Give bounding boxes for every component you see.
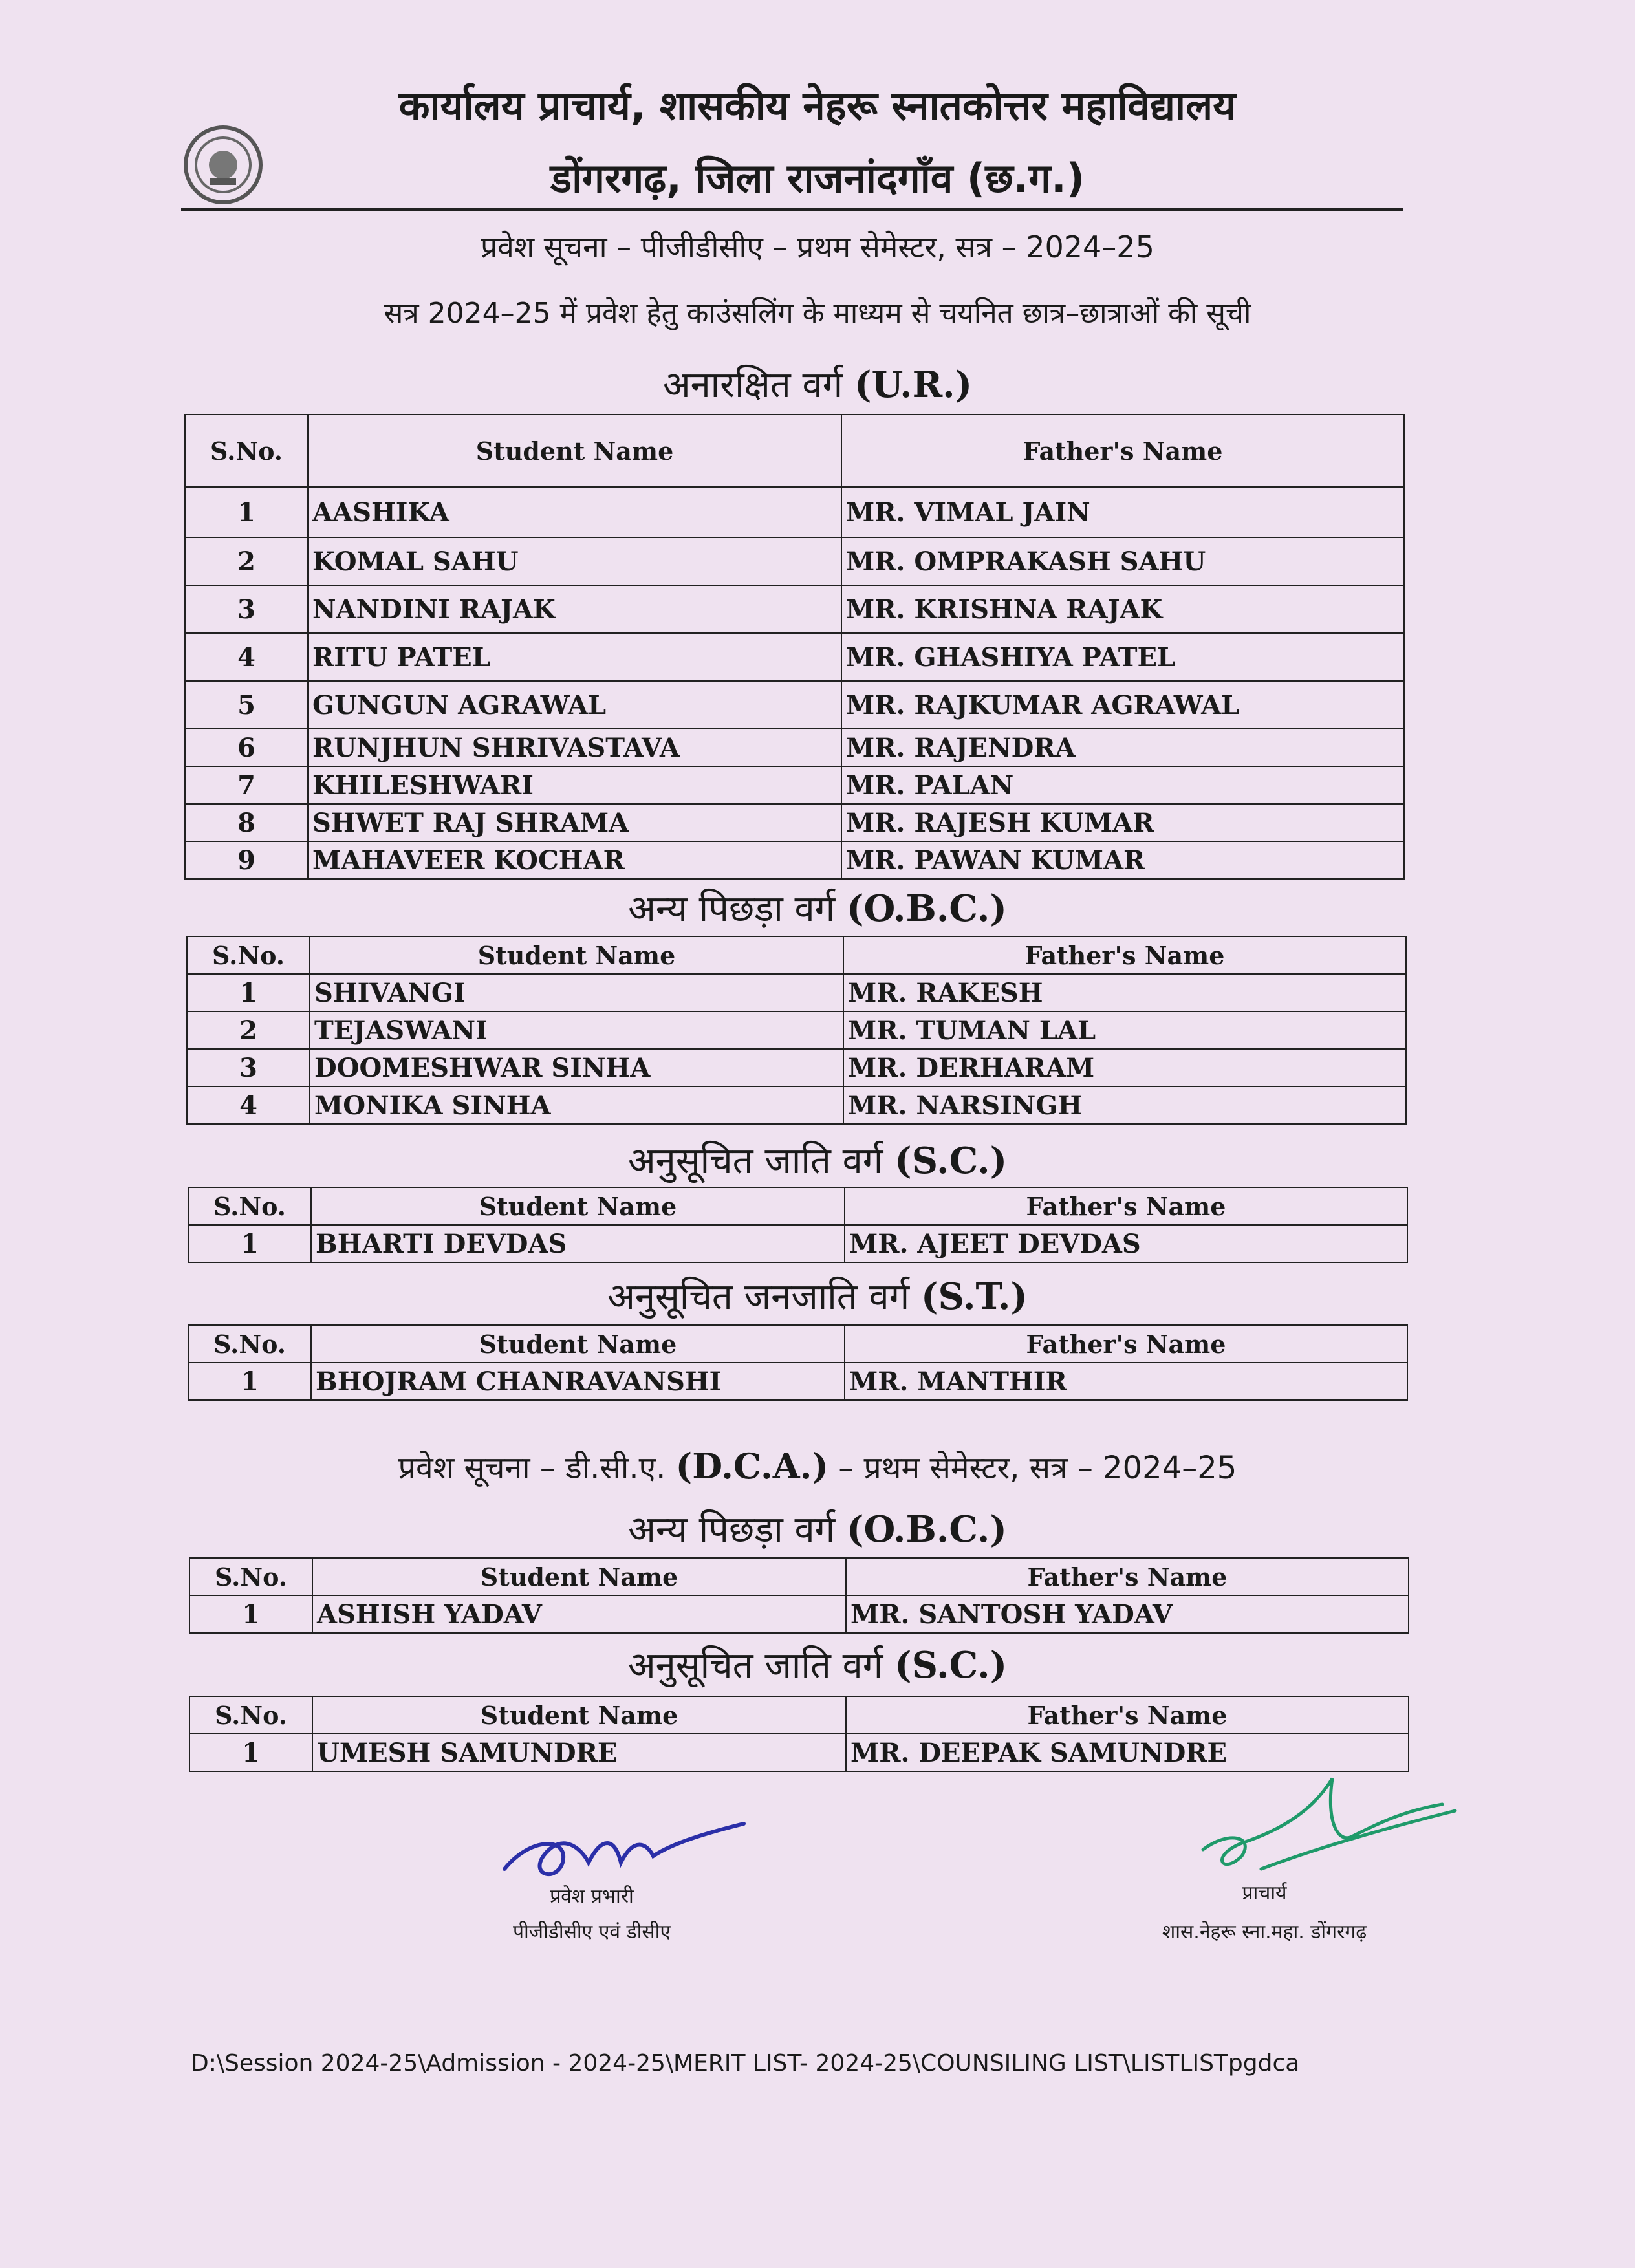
col-header-sno: S.No. (185, 415, 308, 487)
cell-father-name: MR. AJEET DEVDAS (845, 1225, 1407, 1262)
cell-father-name: MR. MANTHIR (845, 1363, 1407, 1400)
signature-left-subtitle: पीजीडीसीए एवं डीसीए (512, 1921, 671, 1943)
cell-sno: 2 (187, 1011, 310, 1049)
category-heading-sc (0, 1135, 1635, 1184)
table-row (189, 1734, 1409, 1771)
cell-student-name: SHIVANGI (310, 974, 843, 1011)
table-row (188, 1363, 1407, 1400)
cell-sno: 8 (185, 804, 308, 841)
cell-sno: 1 (185, 487, 308, 537)
cell-father-name: MR. RAJENDRA (841, 729, 1404, 766)
table-row (185, 729, 1404, 766)
category-heading-code: (O.B.C.) (847, 1508, 1007, 1551)
table-row (185, 804, 1404, 841)
signature-right-subtitle: शास.नेहरू स्ना.महा. डोंगरगढ़ (1162, 1921, 1367, 1943)
cell-student-name: MONIKA SINHA (310, 1086, 843, 1124)
category-heading-dca-obc (0, 1504, 1635, 1553)
cell-father-name: MR. DEEPAK SAMUNDRE (846, 1734, 1409, 1771)
file-path-footer: D:\Session 2024-25\Admission - 2024-25\MERIT LIST- 2024-25\COUNSILING LIST\LISTLISTpgdca (191, 2050, 1300, 2077)
category-heading-text: अनुसूचित जनजाति वर्ग (607, 1276, 910, 1318)
column-header: S.No. (188, 1325, 311, 1363)
cell-student-name: DOOMESHWAR SINHA (310, 1049, 843, 1086)
cell-father-name: MR. PAWAN KUMAR (841, 841, 1404, 879)
cell-father-name: MR. KRISHNA RAJAK (841, 585, 1404, 633)
table-row (185, 537, 1404, 585)
office-location: डोंगरगढ़, जिला राजनांदगाँव (छ.ग.) (550, 155, 1085, 202)
column-header: Student Name (311, 1325, 845, 1363)
table-row (185, 487, 1404, 537)
notice-title-dca: प्रवेश सूचना – डी.सी.ए. (D.C.A.) – प्रथम सेमेस्टर, सत्र – 2024–25 (398, 1445, 1237, 1487)
category-heading-code: (S.C.) (894, 1644, 1008, 1687)
signature-right-title: प्राचार्य (1242, 1882, 1287, 1905)
category-heading-code: (O.B.C.) (847, 887, 1007, 930)
cell-sno: 4 (187, 1086, 310, 1124)
col-header-student: Student Name (308, 415, 841, 487)
column-header: Father's Name (845, 1187, 1407, 1225)
column-header: Father's Name (843, 936, 1406, 974)
cell-student-name: SHWET RAJ SHRAMA (308, 804, 841, 841)
cell-student-name: TEJASWANI (310, 1011, 843, 1049)
table-dca-obc (189, 1557, 1409, 1634)
cell-sno: 5 (185, 681, 308, 729)
cell-father-name: MR. DERHARAM (843, 1049, 1406, 1086)
cell-father-name: MR. PALAN (841, 766, 1404, 804)
category-heading-code: (U.R.) (854, 363, 973, 406)
cell-student-name: UMESH SAMUNDRE (312, 1734, 846, 1771)
category-heading-code: (S.C.) (894, 1139, 1008, 1182)
header-divider (181, 208, 1403, 211)
table-row (187, 1011, 1406, 1049)
category-heading-text: अन्य पिछड़ा वर्ग (628, 888, 836, 930)
column-header: S.No. (187, 936, 310, 974)
table-obc (186, 936, 1407, 1125)
notice-subtitle: सत्र 2024–25 में प्रवेश हेतु काउंसलिंग के माध्यम से चयनित छात्र–छात्राओं की सूची (384, 297, 1251, 330)
cell-sno: 2 (185, 537, 308, 585)
cell-sno: 1 (188, 1363, 311, 1400)
cell-father-name: MR. VIMAL JAIN (841, 487, 1404, 537)
column-header: Father's Name (846, 1558, 1409, 1595)
table-header-row (189, 1558, 1409, 1595)
table-header-row (189, 1696, 1409, 1734)
column-header: Student Name (312, 1558, 846, 1595)
table-row (185, 766, 1404, 804)
cell-sno: 1 (189, 1595, 312, 1633)
cell-student-name: NANDINI RAJAK (308, 585, 841, 633)
cell-student-name: AASHIKA (308, 487, 841, 537)
column-header: S.No. (189, 1558, 312, 1595)
cell-sno: 6 (185, 729, 308, 766)
category-heading-dca-sc (0, 1639, 1635, 1689)
table-row (185, 841, 1404, 879)
cell-student-name: GUNGUN AGRAWAL (308, 681, 841, 729)
cell-sno: 1 (188, 1225, 311, 1262)
table-st (188, 1324, 1408, 1401)
signature-stroke (504, 1824, 744, 1874)
cell-sno: 9 (185, 841, 308, 879)
cell-sno: 4 (185, 633, 308, 681)
column-header: Father's Name (845, 1325, 1407, 1363)
cell-student-name: BHOJRAM CHANRAVANSHI (311, 1363, 845, 1400)
category-heading-ur (0, 359, 1635, 408)
table-row (188, 1225, 1407, 1262)
table-header-row (187, 936, 1406, 974)
column-header: Father's Name (846, 1696, 1409, 1734)
table-row (185, 681, 1404, 729)
cell-student-name: ASHISH YADAV (312, 1595, 846, 1633)
signature-stroke (1203, 1778, 1455, 1869)
table-header-row (188, 1325, 1407, 1363)
category-heading-obc (0, 883, 1635, 932)
cell-sno: 1 (189, 1734, 312, 1771)
cell-father-name: MR. RAKESH (843, 974, 1406, 1011)
office-heading: कार्यालय प्राचार्य, शासकीय नेहरू स्नातकोत्तर महाविद्यालय (398, 82, 1237, 129)
cell-student-name: RITU PATEL (308, 633, 841, 681)
category-heading-text: अनारक्षित वर्ग (662, 364, 843, 406)
table-header-row (188, 1187, 1407, 1225)
cell-sno: 7 (185, 766, 308, 804)
category-heading-text: अनुसूचित जाति वर्ग (627, 1140, 883, 1182)
table-row (187, 1049, 1406, 1086)
category-heading-text: अनुसूचित जाति वर्ग (627, 1645, 883, 1687)
table-row (187, 974, 1406, 1011)
cell-sno: 3 (187, 1049, 310, 1086)
column-header: Student Name (310, 936, 843, 974)
cell-student-name: KOMAL SAHU (308, 537, 841, 585)
column-header: Student Name (311, 1187, 845, 1225)
table-dca-sc (189, 1696, 1409, 1772)
column-header: S.No. (188, 1187, 311, 1225)
cell-father-name: MR. NARSINGH (843, 1086, 1406, 1124)
cell-father-name: MR. RAJESH KUMAR (841, 804, 1404, 841)
cell-father-name: MR. TUMAN LAL (843, 1011, 1406, 1049)
cell-father-name: MR. OMPRAKASH SAHU (841, 537, 1404, 585)
cell-student-name: KHILESHWARI (308, 766, 841, 804)
cell-student-name: BHARTI DEVDAS (311, 1225, 845, 1262)
table-row (185, 633, 1404, 681)
category-heading-code: (S.T.) (921, 1275, 1028, 1318)
category-heading-text: अन्य पिछड़ा वर्ग (628, 1509, 836, 1551)
table-ur (184, 414, 1405, 880)
cell-student-name: MAHAVEER KOCHAR (308, 841, 841, 879)
col-header-father: Father's Name (841, 415, 1404, 487)
cell-sno: 3 (185, 585, 308, 633)
cell-student-name: RUNJHUN SHRIVASTAVA (308, 729, 841, 766)
column-header: S.No. (189, 1696, 312, 1734)
table-row (187, 1086, 1406, 1124)
signature-left-title: प्रवेश प्रभारी (550, 1885, 634, 1908)
table-sc (188, 1187, 1408, 1263)
table-row (185, 585, 1404, 633)
cell-father-name: MR. SANTOSH YADAV (846, 1595, 1409, 1633)
category-heading-st (0, 1271, 1635, 1320)
table-row (189, 1595, 1409, 1633)
cell-father-name: MR. RAJKUMAR AGRAWAL (841, 681, 1404, 729)
cell-father-name: MR. GHASHIYA PATEL (841, 633, 1404, 681)
cell-sno: 1 (187, 974, 310, 1011)
notice-title-pgdca: प्रवेश सूचना – पीजीडीसीए – प्रथम सेमेस्टर, सत्र – 2024–25 (481, 230, 1154, 265)
table-header-row (185, 415, 1404, 487)
column-header: Student Name (312, 1696, 846, 1734)
